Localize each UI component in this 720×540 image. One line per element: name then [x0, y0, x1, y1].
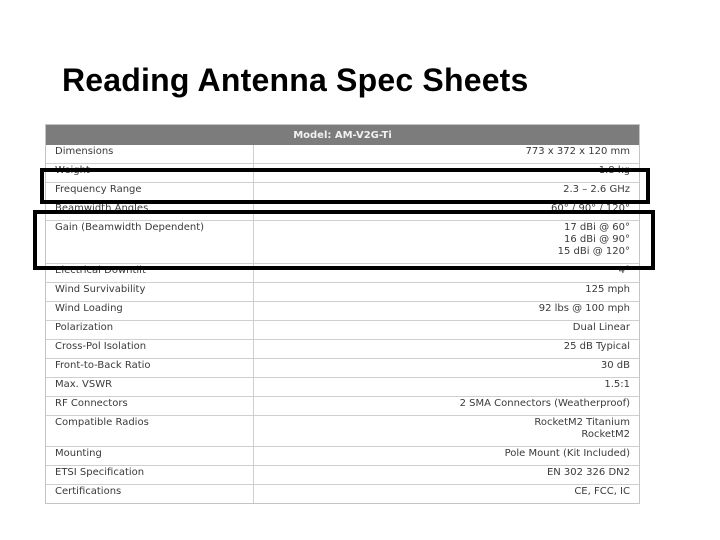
spec-value	[254, 416, 639, 446]
spec-value	[254, 283, 639, 301]
spec-label: Polarization	[46, 321, 254, 339]
spec-row	[46, 415, 639, 446]
frequency-range-highlight-box	[40, 168, 650, 204]
spec-sheet-header: Model: AM-V2G-Ti	[46, 125, 639, 145]
spec-label: Beamwidth Angles	[46, 202, 254, 220]
spec-row	[46, 301, 639, 320]
spec-label: Gain (Beamwidth Dependent)	[46, 221, 254, 263]
spec-label: Compatible Radios	[46, 416, 254, 446]
spec-row	[46, 446, 639, 465]
spec-value-line: 92 lbs @ 100 mph	[538, 303, 630, 314]
spec-value	[254, 340, 639, 358]
spec-value-line: 4°	[618, 265, 630, 276]
spec-row	[46, 396, 639, 415]
spec-label: Frequency Range	[46, 183, 254, 201]
spec-label: Dimensions	[46, 145, 254, 163]
spec-value-line: EN 302 326 DN2	[546, 467, 630, 478]
spec-row	[46, 145, 639, 163]
spec-label: Cross-Pol Isolation	[46, 340, 254, 358]
spec-value-line: 773 x 372 x 120 mm	[525, 146, 630, 157]
spec-label: ETSI Specification	[46, 466, 254, 484]
spec-value-line: RocketM2 Titanium	[534, 417, 630, 428]
spec-value	[254, 397, 639, 415]
spec-label: Wind Survivability	[46, 283, 254, 301]
slide-title: Reading Antenna Spec Sheets	[62, 62, 529, 98]
spec-label: Max. VSWR	[46, 378, 254, 396]
spec-value-line: Pole Mount (Kit Included)	[504, 448, 630, 459]
spec-value-line: 16 dBi @ 90°	[564, 234, 630, 245]
spec-row	[46, 465, 639, 484]
spec-row	[46, 339, 639, 358]
spec-row	[46, 484, 639, 503]
spec-value-line: 1.5:1	[604, 379, 630, 390]
spec-value	[254, 485, 639, 503]
spec-value-line: 60° / 90° / 120°	[551, 203, 630, 214]
spec-label: Mounting	[46, 447, 254, 465]
spec-value	[254, 378, 639, 396]
spec-value	[254, 302, 639, 320]
spec-value-line: 17 dBi @ 60°	[564, 222, 630, 233]
spec-value	[254, 359, 639, 377]
spec-label: Weight	[46, 164, 254, 182]
spec-value-line: 2.3 – 2.6 GHz	[563, 184, 630, 195]
spec-value	[254, 447, 639, 465]
spec-value-line: Dual Linear	[572, 322, 630, 333]
spec-row	[46, 320, 639, 339]
spec-value	[254, 466, 639, 484]
spec-value-line: CE, FCC, IC	[574, 486, 630, 497]
spec-row	[46, 358, 639, 377]
spec-row	[46, 377, 639, 396]
spec-value	[254, 145, 639, 163]
spec-value-line: 30 dB	[600, 360, 630, 371]
spec-label: Wind Loading	[46, 302, 254, 320]
spec-row	[46, 282, 639, 301]
spec-label: Front-to-Back Ratio	[46, 359, 254, 377]
spec-value-line: 25 dB Typical	[563, 341, 630, 352]
spec-value-line: RocketM2	[581, 429, 630, 440]
spec-value-line: 125 mph	[585, 284, 630, 295]
spec-label: Certifications	[46, 485, 254, 503]
gain-highlight-box	[33, 210, 655, 270]
spec-label: Electrical Downtilt	[46, 264, 254, 282]
spec-label: RF Connectors	[46, 397, 254, 415]
spec-value-line: 15 dBi @ 120°	[557, 246, 630, 257]
spec-value	[254, 321, 639, 339]
spec-value-line: 1.8 kg	[598, 165, 630, 176]
spec-value-line: 2 SMA Connectors (Weatherproof)	[459, 398, 630, 409]
